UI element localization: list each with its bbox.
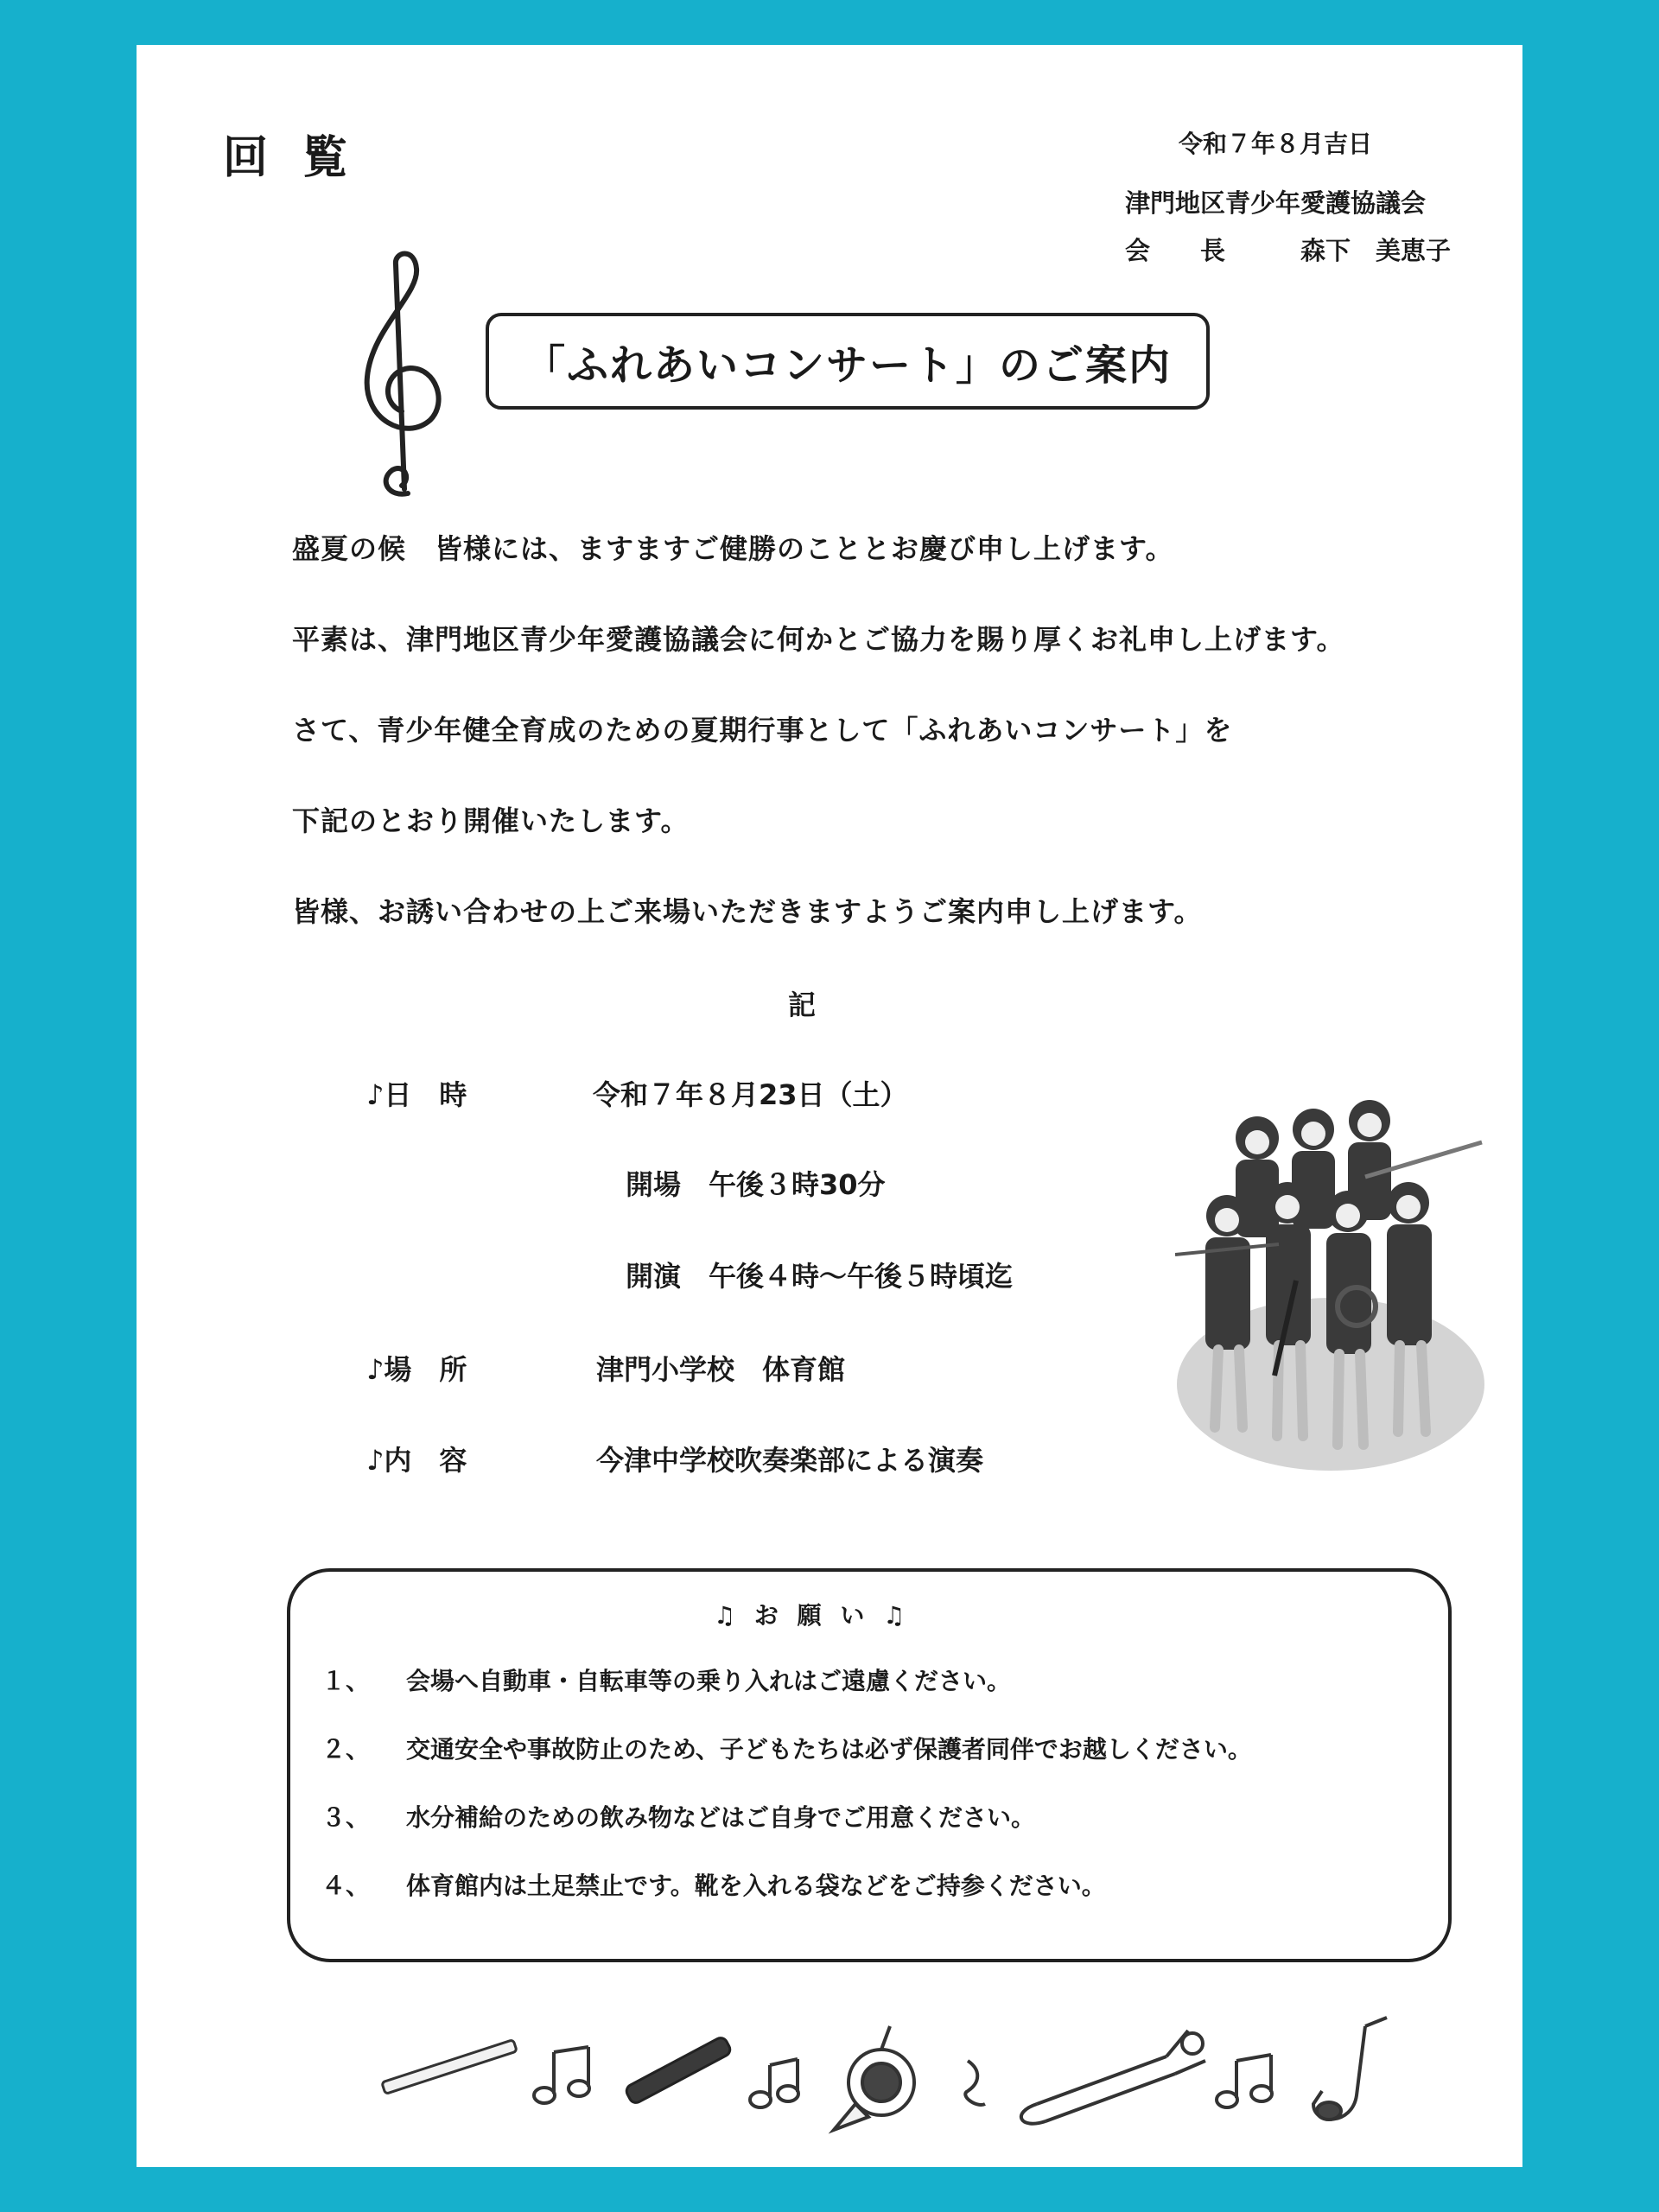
issue-date: 令和７年８月吉日	[1179, 130, 1373, 158]
music-note-icon	[534, 2047, 589, 2103]
note-text: 会場へ自動車・自転車等の乗り入れはご遠慮ください。	[406, 1667, 1012, 1695]
circular-label: 回覧	[223, 132, 383, 184]
instrument-icons-row	[372, 2009, 1443, 2139]
clarinet-icon	[624, 2036, 732, 2105]
body-line: 皆様、お誘い合わせの上ご来場いただきますようご案内申し上げます。	[292, 895, 1203, 928]
music-note-icon	[750, 2059, 798, 2107]
music-note-icon	[1217, 2055, 1272, 2107]
organization-name: 津門地区青少年愛護協議会	[1125, 188, 1427, 218]
date-value: 令和７年８月23日（土）	[593, 1078, 908, 1111]
note-number: ３、	[321, 1803, 371, 1832]
body-line: 下記のとおり開催いたします。	[292, 804, 690, 837]
horn-icon	[834, 2026, 914, 2130]
content-value: 今津中学校吹奏楽部による演奏	[596, 1444, 984, 1477]
trombone-icon	[1021, 2031, 1205, 2124]
document-title: 「ふれあいコンサート」のご案内	[486, 313, 1210, 410]
place-value: 津門小学校 体育館	[596, 1353, 846, 1386]
date-label: ♪日 時	[366, 1078, 467, 1111]
note-text: 水分補給のための飲み物などはご自身でご用意ください。	[406, 1803, 1036, 1832]
place-label: ♪場 所	[366, 1353, 467, 1386]
chair-name: 森下 美恵子	[1300, 236, 1452, 265]
body-line: さて、青少年健全育成のための夏期行事として「ふれあいコンサート」を	[292, 714, 1233, 747]
brass-band-illustration	[1175, 1090, 1486, 1479]
chair-title: 会 長	[1125, 236, 1226, 265]
body-line: 盛夏の候 皆様には、ますますご健勝のこととお慶び申し上げます。	[292, 532, 1174, 565]
start-time: 開演 午後４時～午後５時頃迄	[626, 1260, 1014, 1293]
body-line: 平素は、津門地区青少年愛護協議会に何かとご協力を賜り厚くお礼申し上げます。	[292, 623, 1345, 656]
ki-heading: 記	[788, 988, 817, 1021]
open-time: 開場 午後３時30分	[626, 1168, 886, 1201]
notes-title: ♫ お 願 い ♫	[714, 1601, 911, 1630]
note-number: ４、	[321, 1872, 371, 1900]
treble-clef-icon	[354, 247, 449, 506]
saxophone-icon	[1313, 2018, 1387, 2120]
flute-icon	[382, 2040, 517, 2094]
note-number: ２、	[321, 1735, 371, 1764]
note-text: 体育館内は土足禁止です。靴を入れる袋などをご持参ください。	[406, 1872, 1106, 1900]
music-note-icon	[965, 2061, 985, 2105]
note-number: １、	[321, 1667, 371, 1695]
note-text: 交通安全や事故防止のため、子どもたちは必ず保護者同伴でお越しください。	[406, 1735, 1252, 1764]
content-label: ♪内 容	[366, 1444, 467, 1477]
